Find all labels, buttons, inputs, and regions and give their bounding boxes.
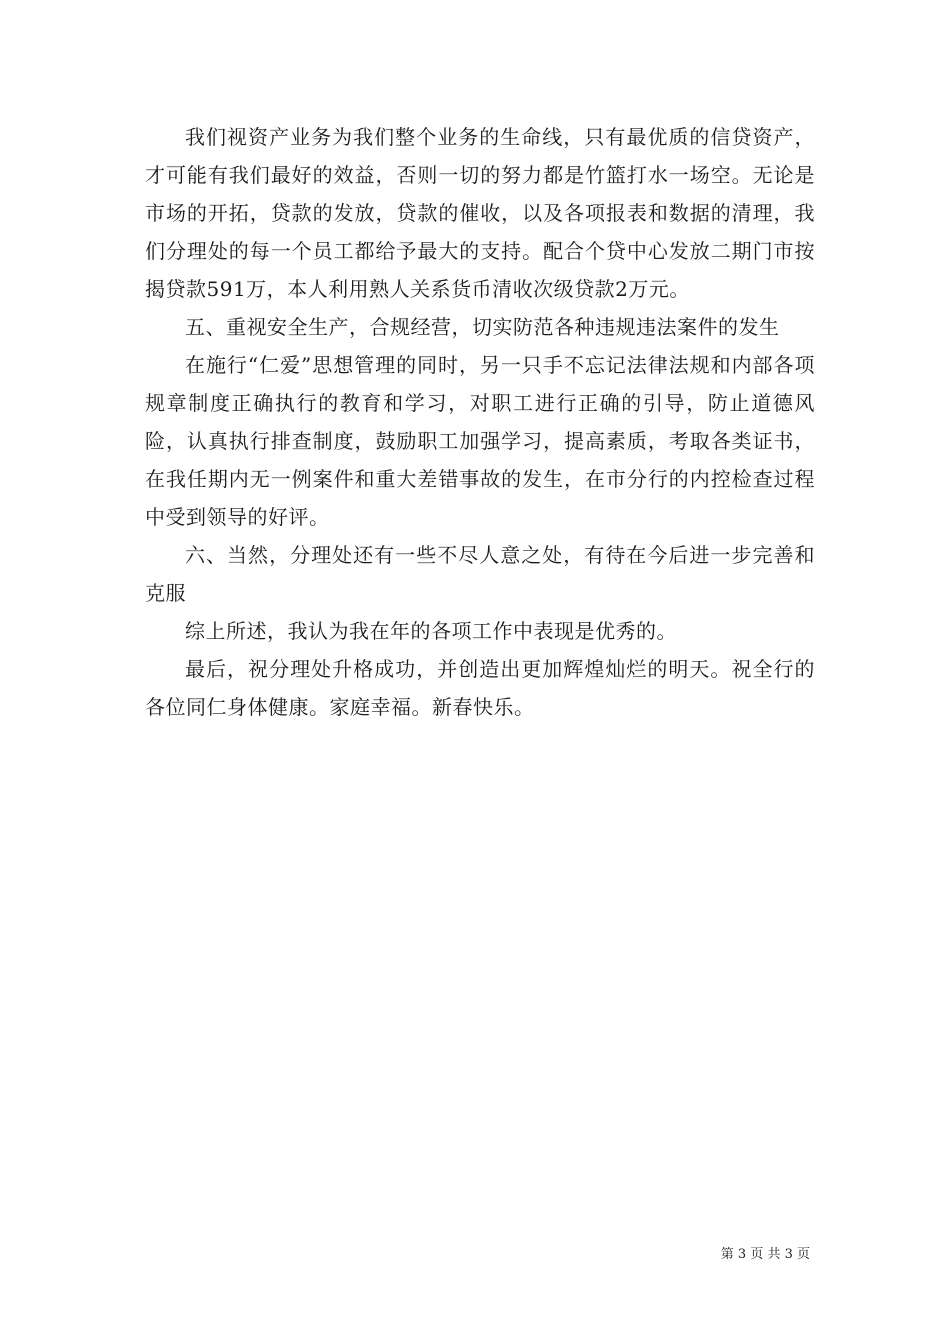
paragraph-asset-business: 我们视资产业务为我们整个业务的生命线，只有最优质的信贷资产，才可能有我们最好的效益，否则一切的努力都是竹篮打水一场空。无论是市场的开拓，贷款的发放，贷款的催收，以及各项报表和数据的清理，我们分理处的每一个员工都给予最大的支持。配合个贷中心发放二期门市按揭贷款591万，本人利用熟人关系货币清收次级贷款2万元。	[145, 125, 815, 301]
paragraph-closing: 最后，祝分理处升格成功，并创造出更加辉煌灿烂的明天。祝全行的各位同仁身体健康。家庭幸福。新春快乐。	[145, 657, 815, 719]
paragraph-heading-shortcomings: 六、当然，分理处还有一些不尽人意之处，有待在今后进一步完善和克服	[145, 543, 815, 605]
page-number-footer: 第 3 页 共 3 页	[720, 1247, 810, 1262]
document-body	[145, 118, 815, 726]
paragraph-compliance: 在施行“仁爱”思想管理的同时，另一只手不忘记法律法规和内部各项规章制度正确执行的教育和学习，对职工进行正确的引导，防止道德风险，认真执行排查制度，鼓励职工加强学习，提高素质，考取各类证书，在我任期内无一例案件和重大差错事故的发生，在市分行的内控检查过程中受到领导的好评。	[145, 353, 815, 529]
paragraph-summary: 综上所述，我认为我在年的各项工作中表现是优秀的。	[185, 619, 677, 643]
paragraph-heading-safety: 五、重视安全生产，合规经营，切实防范各种违规违法案件的发生	[185, 315, 780, 339]
